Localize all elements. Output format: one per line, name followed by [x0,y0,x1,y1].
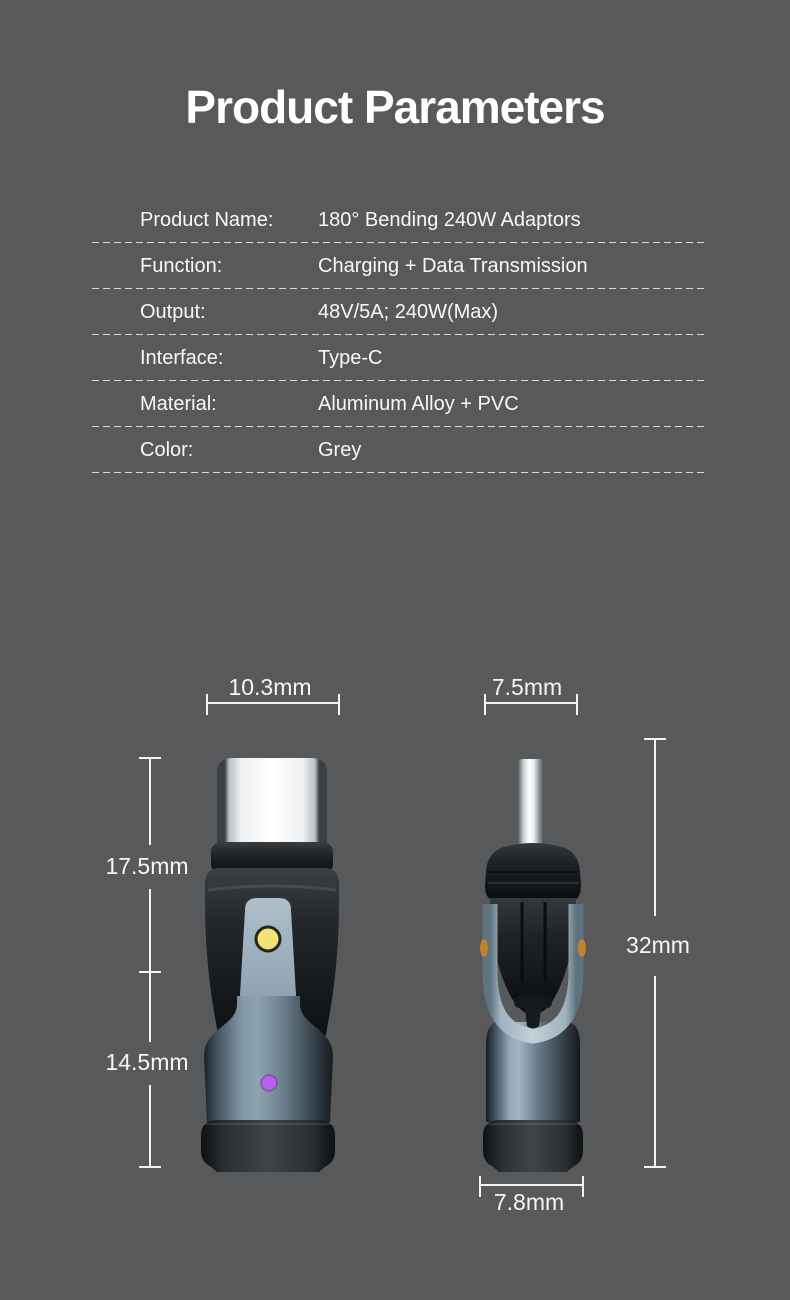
spec-row-output [92,289,704,335]
hinge-pin-dot [256,927,280,951]
spec-value: Type-C [318,346,383,369]
spec-label: Output: [140,300,206,323]
base-ring-front [201,1120,335,1172]
led-indicator-dot [261,1075,277,1091]
dim-line-front-heights [139,758,161,1167]
usb-c-plug [217,758,327,846]
dim-label-side-total-height: 32mm [626,932,690,958]
hinge-tab [525,1008,541,1029]
spec-row-color [92,427,704,473]
spec-row-product-name [92,197,704,243]
spec-row-material [92,381,704,427]
dim-label-front-top-width: 10.3mm [228,674,312,700]
spec-value: 48V/5A; 240W(Max) [318,300,499,323]
spec-table [92,197,704,473]
base-ring-side [483,1120,583,1172]
axle-pin-left [480,939,488,957]
dim-label-side-top-width: 7.5mm [491,674,563,700]
spec-row-function [92,243,704,289]
dim-label-front-upper-height: 17.5mm [105,853,189,879]
dim-label-side-bottom-width: 7.8mm [493,1189,565,1215]
hinge-crossbar [514,996,552,1008]
spec-value: 180° Bending 240W Adaptors [318,208,581,231]
spec-row-interface [92,335,704,381]
spec-value: Charging + Data Transmission [318,254,588,277]
spec-value: Grey [318,438,362,461]
spec-label: Material: [140,392,217,415]
front-view-adapter-illustration [201,758,339,1172]
spec-label: Function: [140,254,223,277]
usb-c-plug-side [518,759,544,851]
spec-label: Interface: [140,346,224,369]
dim-label-front-lower-height: 14.5mm [105,1049,189,1075]
spec-label: Product Name: [140,208,274,231]
spec-value: Aluminum Alloy + PVC [318,392,519,415]
page-title: Product Parameters [185,81,605,133]
side-view-adapter-illustration [480,759,586,1172]
spec-label: Color: [140,438,194,461]
